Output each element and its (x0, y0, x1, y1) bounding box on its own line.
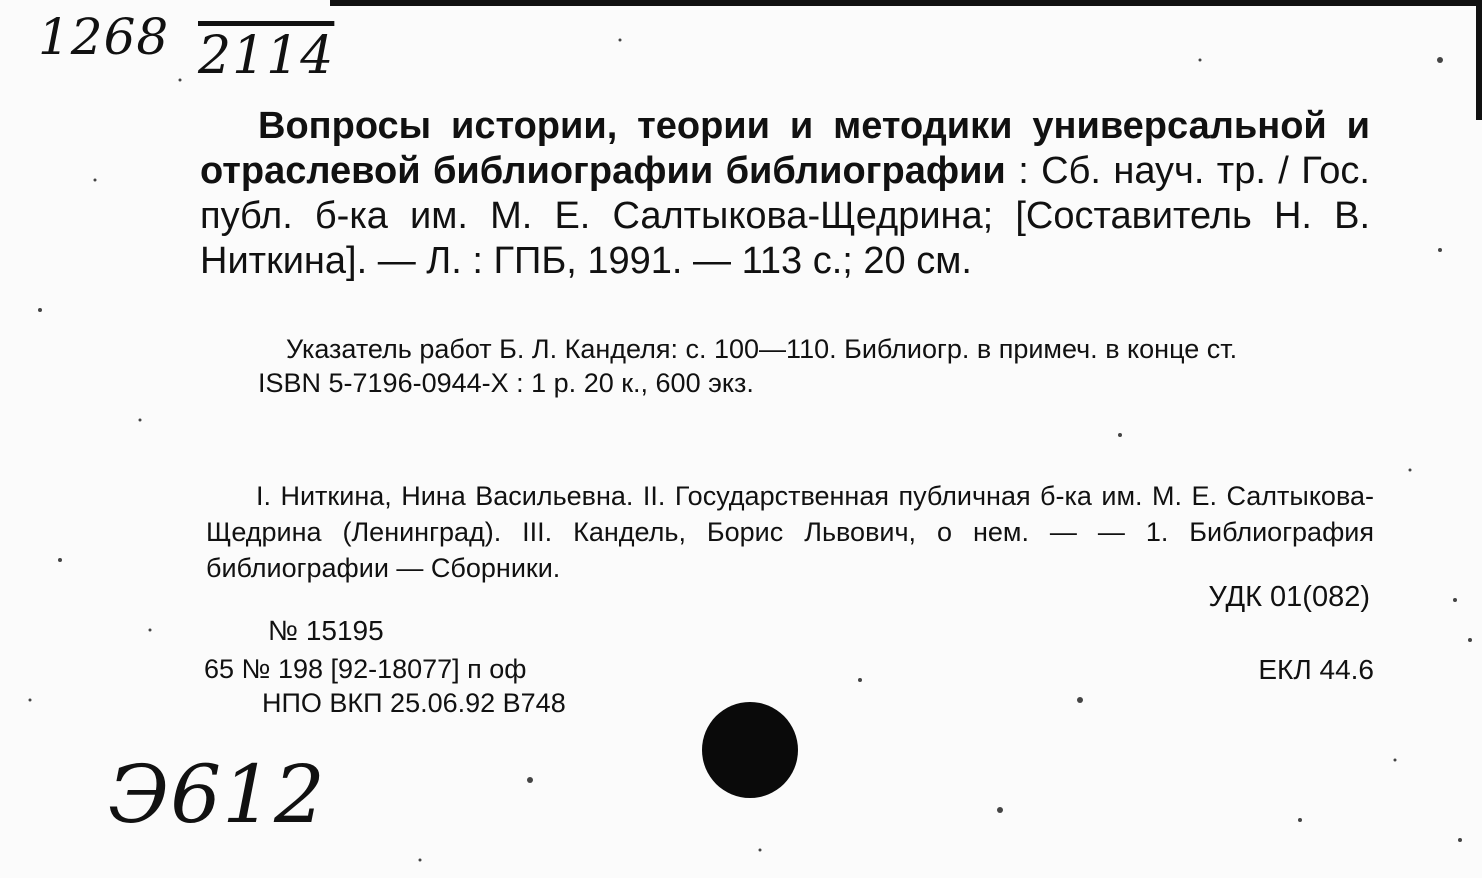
notes-section (206, 332, 1374, 400)
ekl-code: ЕКЛ 44.6 (1258, 654, 1374, 685)
udk-code: УДК 01(082) (1208, 581, 1370, 613)
handwritten-number-top: 1268 (38, 8, 170, 66)
isbn-line: ISBN 5-7196-0944-X : 1 р. 20 к., 600 экз. (258, 368, 754, 398)
record-number: № 15195 (268, 615, 384, 646)
publisher-line: НПО ВКП 25.06.92 В748 (262, 688, 566, 718)
print-run-line: 65 № 198 [92-18077] п оф (204, 654, 527, 684)
bibliographic-entry (200, 104, 1370, 284)
punch-hole (702, 702, 798, 798)
handwritten-shelf-mark: Э612 (108, 748, 326, 841)
subject-headings: I. Ниткина, Нина Васильевна. II. Государственная публичная б-ка им. М. Е. Салтыкова-Щедрина (Ленинград). III. Кандель, Борис Львович, о нем. — — 1. Библиография библиографии — Сборники. (206, 481, 1374, 583)
entry-imprint: : Сб. науч. тр. / Гос. публ. б-ка им. М. Е. Салтыкова-Щедрина; [Составитель Н. В. Ниткина]. — Л. : ГПБ, 1991. — 113 с.; 20 см. (200, 150, 1370, 282)
index-note: Указатель работ Б. Л. Канделя: с. 100—110. Библиогр. в примеч. в конце ст. (286, 334, 1238, 364)
entry-title: Вопросы истории, теории и методики универсальной и отраслевой библиографии библиографии (200, 105, 1370, 192)
handwritten-number-top-second: 2114 (198, 26, 335, 86)
